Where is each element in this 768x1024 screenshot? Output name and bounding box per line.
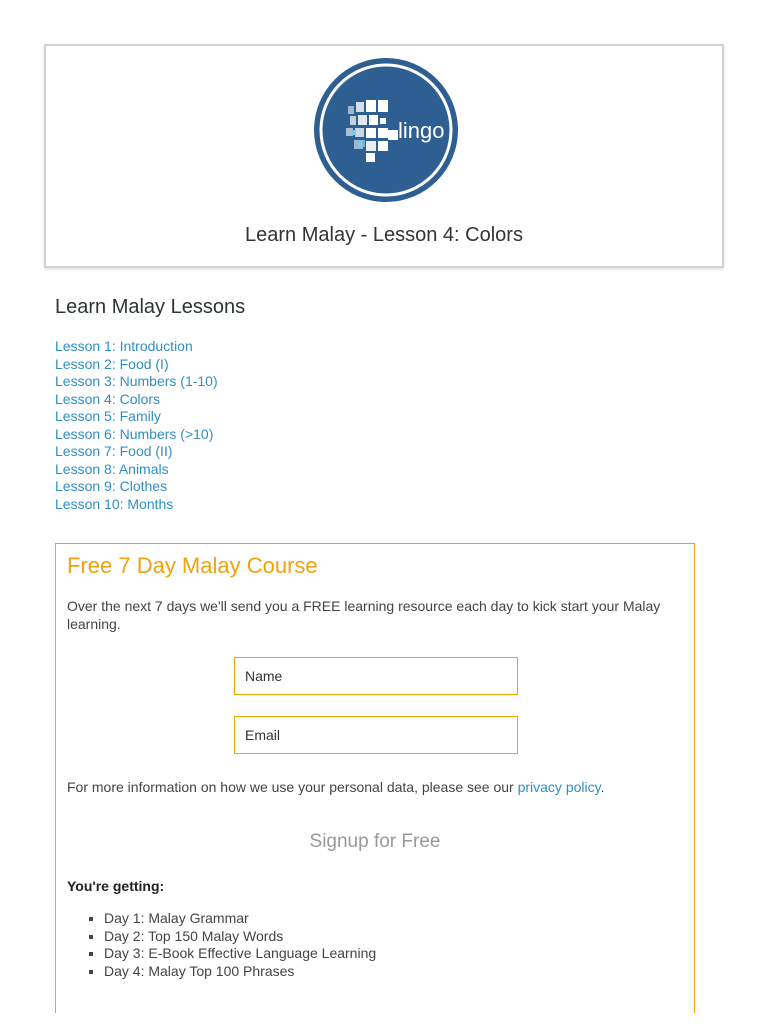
lesson-link-2[interactable]: Lesson 2: Food (I) — [55, 355, 169, 372]
lesson-link-6[interactable]: Lesson 6: Numbers (>10) — [55, 425, 214, 442]
email-input[interactable] — [234, 716, 518, 754]
privacy-prefix: For more information on how we use your personal data, please see our — [67, 779, 518, 795]
lesson-list — [55, 338, 218, 513]
course-description: Over the next 7 days we'll send you a FREE learning resource each day to kick start your Malay learning. — [67, 598, 661, 632]
lingo-logo-icon — [312, 56, 460, 204]
header-card — [44, 44, 724, 268]
course-title: Free 7 Day Malay Course — [67, 553, 318, 578]
lessons-heading: Learn Malay Lessons — [55, 296, 246, 318]
lesson-link-1[interactable]: Lesson 1: Introduction — [55, 338, 193, 354]
logo-text: lingo — [398, 118, 445, 143]
course-signup-box — [55, 543, 695, 1013]
signup-button[interactable]: Signup for Free — [275, 830, 475, 854]
privacy-notice — [67, 779, 604, 795]
lesson-link-3[interactable]: Lesson 3: Numbers (1-10) — [55, 373, 218, 389]
lesson-link-4[interactable]: Lesson 4: Colors — [55, 390, 161, 407]
lesson-link-9[interactable]: Lesson 9: Clothes — [55, 478, 168, 494]
getting-list — [87, 910, 376, 980]
page-title: Learn Malay - Lesson 4: Colors — [245, 224, 523, 246]
lesson-link-5[interactable]: Lesson 5: Family — [55, 408, 161, 424]
getting-item: Day 1: Malay Grammar — [87, 910, 376, 928]
getting-heading: You're getting: — [67, 878, 165, 894]
lesson-link-8[interactable]: Lesson 8: Animals — [55, 460, 169, 477]
getting-item: Day 2: Top 150 Malay Words — [87, 928, 376, 946]
privacy-policy-link[interactable]: privacy policy — [517, 779, 601, 795]
privacy-suffix: . — [600, 779, 605, 795]
name-input[interactable] — [234, 657, 518, 695]
getting-item: Day 4: Malay Top 100 Phrases — [87, 963, 376, 981]
lesson-link-10[interactable]: Lesson 10: Months — [55, 495, 174, 512]
getting-item: Day 3: E-Book Effective Language Learning — [87, 945, 376, 963]
lesson-link-7[interactable]: Lesson 7: Food (II) — [55, 443, 173, 459]
